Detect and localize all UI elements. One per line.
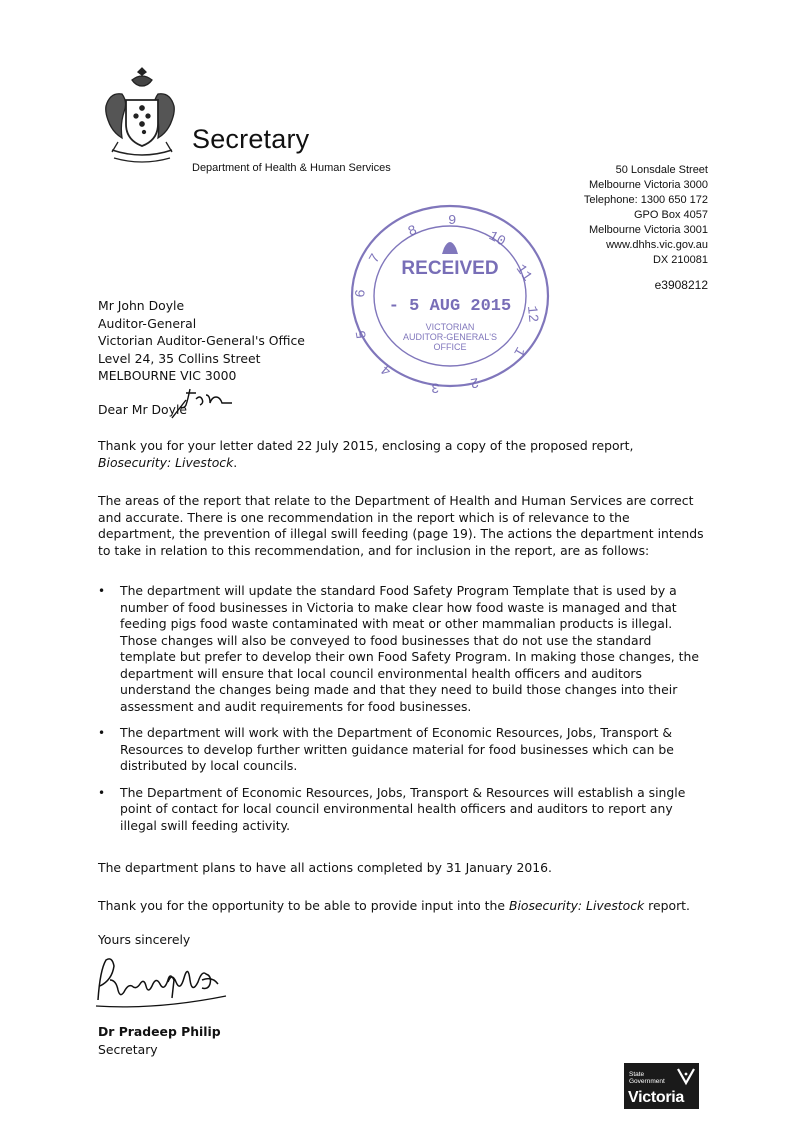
reference-number: e3908212 bbox=[654, 278, 708, 292]
stamp-ring-number: 7 bbox=[366, 251, 385, 267]
coat-of-arms-icon bbox=[98, 66, 182, 176]
recipient-line: Mr John Doyle bbox=[98, 298, 185, 313]
southern-cross-icon bbox=[676, 1067, 696, 1087]
stamp-ring-number: 6 bbox=[353, 288, 370, 299]
stamp-office-line: AUDITOR-GENERAL'S bbox=[402, 332, 498, 342]
address-line: Melbourne Victoria 3001 bbox=[588, 224, 708, 236]
stamp-ring-number: 11 bbox=[511, 261, 535, 285]
stamp-date: - 5 AUG 2015 bbox=[388, 297, 512, 316]
signoff: Yours sincerely bbox=[98, 932, 191, 947]
address-line: Melbourne Victoria 3000 bbox=[588, 179, 708, 191]
address-line: Telephone: 1300 650 172 bbox=[583, 194, 708, 206]
stamp-ring-number: 12 bbox=[523, 305, 541, 324]
stamp-office-line: OFFICE bbox=[433, 342, 467, 352]
bullet-icon: • bbox=[98, 726, 106, 740]
stamp-ring-number: 8 bbox=[405, 222, 420, 241]
address-line: GPO Box 4057 bbox=[634, 209, 708, 221]
paragraph-text: report. bbox=[644, 898, 690, 913]
stamp-ring-number: 4 bbox=[378, 360, 396, 379]
recipient-line: Level 24, 35 Collins Street bbox=[98, 350, 261, 366]
list-item-text: The department will work with the Department of Economic Resources, Jobs, Transport & Resources to develop further written guidance material for food businesses which can be distributed by local councils. bbox=[120, 725, 674, 773]
list-item bbox=[98, 725, 704, 775]
recipient-line: MELBOURNE VIC 3000 bbox=[98, 368, 237, 383]
stamp-office-line: VICTORIAN bbox=[425, 322, 475, 332]
stamp-ring-number: 3 bbox=[430, 378, 441, 395]
paragraph-timeline: The department plans to have all actions completed by 31 January 2016. bbox=[98, 860, 552, 875]
paragraph-findings: The areas of the report that relate to the Department of Health and Human Services are correct and accurate. There is one recommendation in the report which is of relevance to the department, the prevention of illegal swill feeding (page 19). The actions the department intends to take in relation to this recommendation, and for inclusion in the report, are as follows: bbox=[98, 493, 704, 558]
paragraph-text: . bbox=[233, 454, 238, 470]
department-name: Department of Health & Human Services bbox=[192, 162, 391, 174]
bell-icon bbox=[442, 242, 458, 254]
logo-state-line: State bbox=[629, 1071, 645, 1078]
recipient-line: Auditor-General bbox=[98, 315, 197, 331]
bullet-icon: • bbox=[98, 584, 106, 598]
bullet-icon: • bbox=[98, 785, 106, 800]
report-title: Biosecurity: Livestock bbox=[508, 898, 645, 913]
signer-title: Secretary bbox=[98, 1042, 158, 1057]
paragraph-text: Thank you for the opportunity to be able to provide input into the bbox=[98, 898, 509, 913]
salutation: Dear Mr Doyle bbox=[98, 402, 188, 417]
logo-word: Victoria bbox=[628, 1089, 684, 1106]
stamp-ring-number: 5 bbox=[353, 328, 371, 340]
report-title: Biosecurity: Livestock bbox=[98, 454, 234, 470]
stamp-ring-number: 2 bbox=[468, 373, 480, 391]
address-line: www.dhhs.vic.gov.au bbox=[606, 239, 708, 251]
paragraph-text: Thank you for your letter dated 22 July 2015, enclosing a copy of the proposed report, bbox=[98, 438, 634, 453]
recipient-line: Victorian Auditor-General's Office bbox=[98, 333, 305, 348]
paragraph-intro bbox=[98, 438, 704, 471]
list-item-text: The Department of Economic Resources, Jobs, Transport & Resources will establish a single point of contact for local council environmental health officers and auditors to report any illegal swill feeding activity. bbox=[120, 784, 686, 833]
list-item bbox=[98, 785, 704, 835]
action-list bbox=[98, 583, 704, 844]
stamp-ring-number: 9 bbox=[448, 213, 457, 229]
signer-name: Dr Pradeep Philip bbox=[98, 1024, 221, 1039]
logo-state-line: Government bbox=[629, 1078, 665, 1085]
stamp-ring-number: 10 bbox=[485, 228, 509, 251]
recipient-address bbox=[98, 297, 704, 385]
page-title: Secretary bbox=[192, 124, 310, 154]
paragraph-thanks bbox=[98, 898, 704, 915]
sender-address bbox=[584, 163, 708, 268]
victoria-government-logo bbox=[624, 1063, 699, 1109]
list-item-text: The department will update the standard Food Safety Program Template that is used by a number of food businesses in Victoria to make clear how food waste is managed and that feeding pigs food waste contaminated with meat or other mammalian products is illegal. Those changes will also be conveyed to food businesses that do not use the standard template but prefer to develop their own Food Safety Program. In making those changes, the department will ensure that local council environmental health officers and auditors understand the changes being made and that they need to build those changes into their assessment and audit requirements for food businesses. bbox=[120, 583, 700, 714]
stamp-ring-number: 1 bbox=[509, 343, 528, 359]
address-line: 50 Lonsdale Street bbox=[615, 164, 708, 176]
list-item bbox=[98, 583, 704, 715]
signature-icon bbox=[92, 950, 242, 1020]
logo-state-text bbox=[629, 1071, 665, 1085]
address-line: DX 210081 bbox=[652, 254, 708, 266]
stamp-received-label: RECEIVED bbox=[401, 258, 499, 279]
